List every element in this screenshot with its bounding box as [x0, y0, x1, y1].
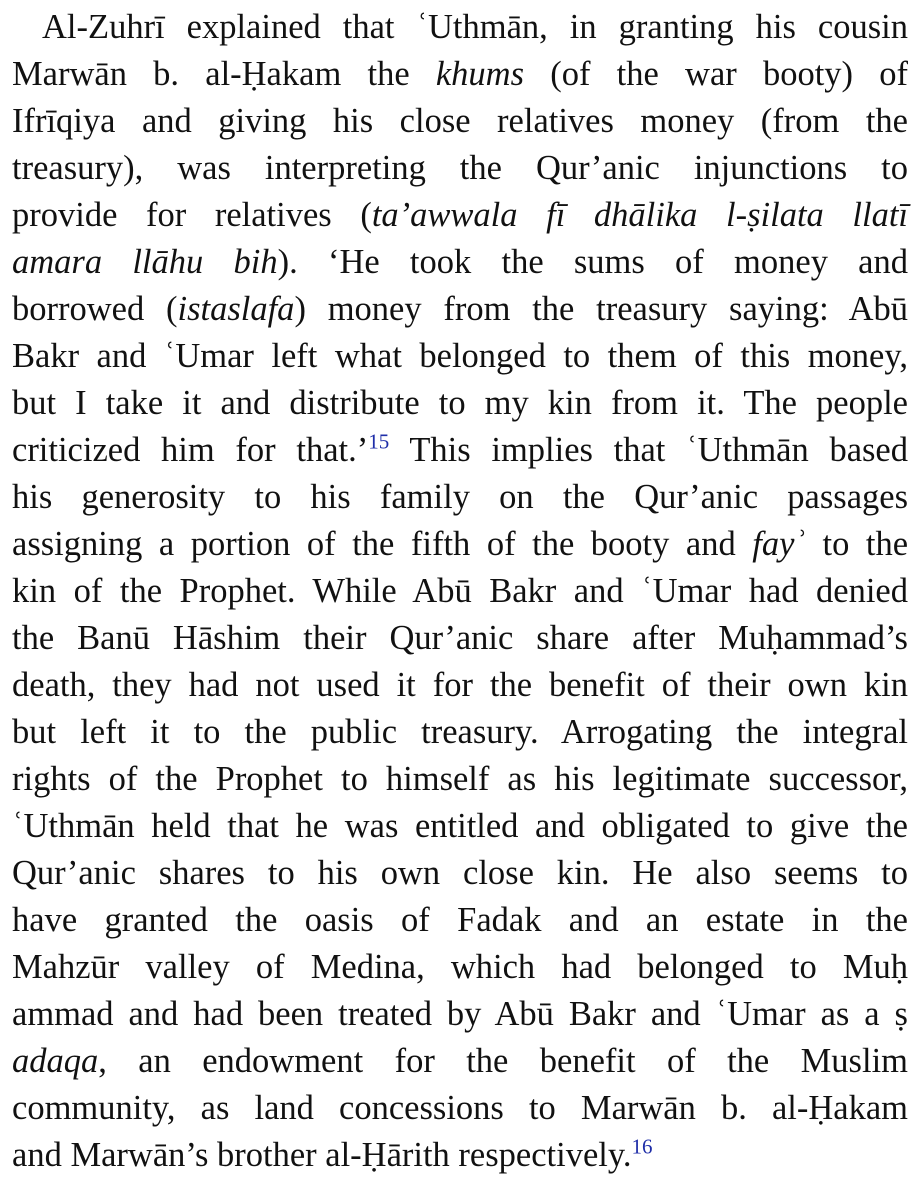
paragraph-line [12, 192, 908, 238]
italic-term: adaqa [12, 1042, 99, 1080]
paragraph-line: ammad and had been treated by Abū Bakr and ʿUmar as a ṣ [12, 995, 908, 1033]
italic-term: ta’awwala fī dhālika l-ṣilata llatī [371, 196, 908, 234]
paragraph-line: Bakr and ʿUmar left what belonged to them of this money, [12, 337, 908, 375]
italic-term: amara llāhu bih [12, 243, 278, 281]
paragraph-line: but I take it and distribute to my kin from it. The people [12, 384, 908, 422]
paragraph-line: his generosity to his family on the Qur’anic passages [12, 478, 908, 516]
line-text: borrowed ( [12, 290, 178, 328]
italic-term: fayʾ [752, 525, 806, 563]
paragraph-line: Al-Zuhrī explained that ʿUthmān, in granting his cousin [42, 8, 908, 46]
italic-term: istaslafa [177, 290, 295, 328]
paragraph-line: rights of the Prophet to himself as his legitimate successor, [12, 760, 908, 798]
paragraph-line: community, as land concessions to Marwān b. al-Ḥakam [12, 1089, 908, 1127]
paragraph-line [12, 51, 908, 97]
paragraph-line: kin of the Prophet. While Abū Bakr and ʿUmar had denied [12, 572, 908, 610]
line-text: Marwān b. al-Ḥakam the [12, 55, 436, 93]
line-text: criticized him for that.’ [12, 431, 369, 469]
paragraph-line [12, 521, 908, 567]
footnote-marker-16[interactable]: 16 [631, 1134, 653, 1159]
line-text: and Marwān’s brother al-Ḥārith respectively. [12, 1136, 632, 1174]
paragraph-line [12, 1038, 908, 1084]
paragraph-line [12, 286, 908, 332]
line-text: , an endowment for the benefit of the Muslim [98, 1042, 908, 1080]
line-text: This implies that ʿUthmān based [409, 431, 908, 469]
line-text: provide for relatives ( [12, 196, 372, 234]
paragraph-line: the Banū Hāshim their Qur’anic share after Muḥammad’s [12, 619, 908, 657]
line-text: assigning a portion of the fifth of the booty and [12, 525, 736, 563]
line-text: ) money from the treasury saying: Abū [294, 290, 908, 328]
paragraph-line: ʿUthmān held that he was entitled and obligated to give the [12, 807, 908, 845]
paragraph-line: have granted the oasis of Fadak and an estate in the [12, 901, 908, 939]
paragraph-line: but left it to the public treasury. Arrogating the integral [12, 713, 908, 751]
paragraph-line: death, they had not used it for the benefit of their own kin [12, 666, 908, 704]
paragraph-line [12, 427, 908, 473]
paragraph-line: Ifrīqiya and giving his close relatives money (from the [12, 102, 908, 140]
line-text: (of the war booty) of [524, 55, 908, 93]
footnote-marker-15[interactable]: 15 [368, 429, 390, 454]
line-text: to the [822, 525, 909, 563]
italic-term: khums [435, 55, 525, 93]
paragraph-line: Mahzūr valley of Medina, which had belonged to Muḥ [12, 948, 908, 986]
paragraph-line [12, 1132, 908, 1178]
paragraph-line [12, 239, 908, 285]
paragraph-line: Qur’anic shares to his own close kin. He also seems to [12, 854, 908, 892]
line-text: ). ‘He took the sums of money and [277, 243, 908, 281]
paragraph-line: treasury), was interpreting the Qur’anic injunctions to [12, 149, 908, 187]
